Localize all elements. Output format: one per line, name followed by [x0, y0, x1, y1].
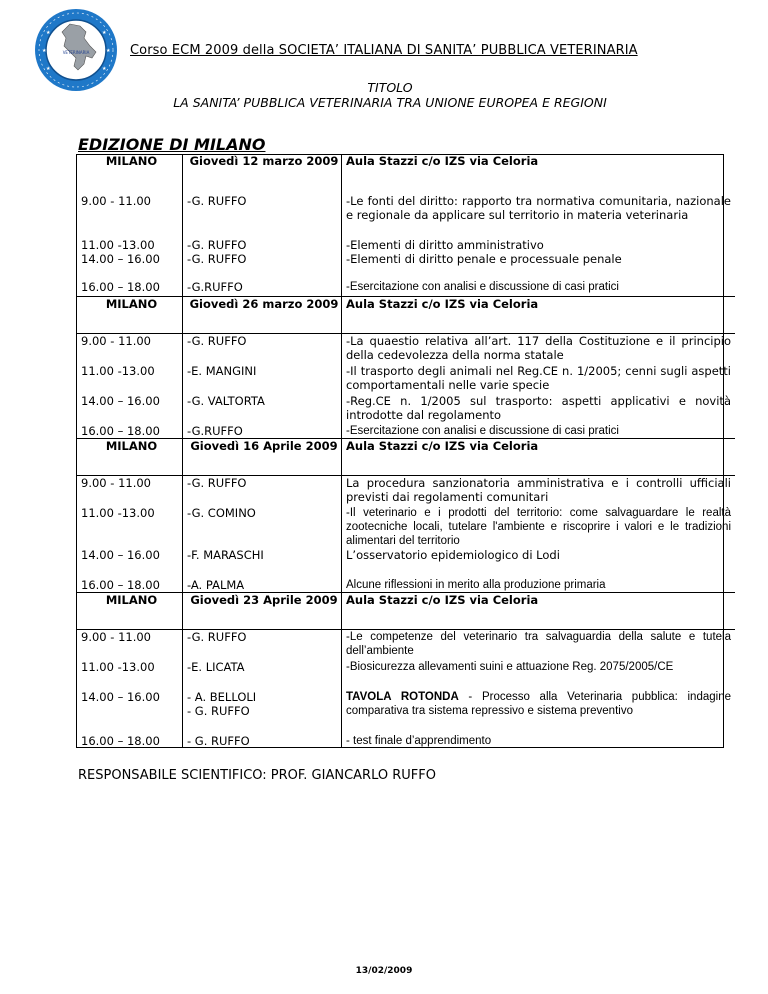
time-cell: 11.00 -13.00 — [81, 506, 155, 520]
table-row — [76, 280, 735, 297]
svg-text:VETERINARIA: VETERINARIA — [62, 50, 90, 55]
topic-cell: -Il veterinario e i prodotti del territorio: come salvaguardare le realtà zootecniche locali, tutelare l'ambiente e riscoprire i valori e le tradizioni alimentari del territorio — [342, 506, 736, 548]
speaker-cell: - A. BELLOLI - G. RUFFO — [183, 690, 342, 734]
time-cell: 16.00 – 18.00 — [81, 734, 160, 748]
topic-cell: Alcune riflessioni in merito alla produzione primaria — [342, 578, 736, 593]
svg-text:★: ★ — [46, 30, 51, 36]
svg-text:★: ★ — [42, 48, 47, 54]
topic-cell: -Le competenze del veterinario tra salvaguardia della salute e tutela dell’ambiente — [342, 630, 736, 661]
session-city: MILANO — [105, 297, 158, 311]
time-cell: 16.00 – 18.00 — [76, 280, 183, 297]
table-row — [76, 734, 735, 748]
speaker-cell: -G. RUFFO — [183, 334, 342, 365]
speaker-cell: -F. MARASCHI — [183, 548, 342, 578]
topic-cell: La procedura sanzionatoria amministrativa e i controlli ufficiali previsti dai regolamenti comunitari — [342, 476, 736, 507]
edition-heading: EDIZIONE DI MILANO — [78, 135, 266, 154]
speaker-cell: -G. RUFFO — [183, 238, 342, 252]
session-venue: Aula Stazzi c/o IZS via Celoria — [342, 439, 736, 476]
session-venue: Aula Stazzi c/o IZS via Celoria — [342, 297, 736, 334]
speaker-cell: -A. PALMA — [183, 578, 342, 593]
speaker-cell: - G. RUFFO — [183, 734, 342, 748]
session-city: MILANO — [105, 439, 158, 453]
topic-cell — [342, 690, 736, 734]
time-cell: 11.00 -13.00 — [81, 364, 155, 378]
table-row — [76, 424, 735, 439]
title-block — [90, 80, 690, 110]
svg-text:★: ★ — [46, 66, 51, 72]
table-row — [76, 394, 735, 424]
speaker-cell: -G. RUFFO — [183, 252, 342, 280]
time-cell: 11.00 -13.00 — [81, 660, 155, 674]
session-venue: Aula Stazzi c/o IZS via Celoria — [342, 593, 736, 630]
time-cell: 11.00 -13.00 — [81, 238, 155, 252]
topic-cell: -Elementi di diritto penale e processuale penale — [342, 252, 736, 280]
session-header — [76, 154, 735, 194]
speaker-cell: -G.RUFFO — [183, 280, 342, 297]
topic-cell: -Biosicurezza allevamenti suini e attuazione Reg. 2075/2005/CE — [342, 660, 736, 690]
session-header — [76, 593, 735, 630]
session-header — [76, 439, 735, 476]
topic-cell: L’osservatorio epidemiologico di Lodi — [342, 548, 736, 578]
time-cell: 14.00 – 16.00 — [81, 690, 160, 704]
footer-date: 13/02/2009 — [355, 966, 413, 976]
table-row — [76, 238, 735, 252]
time-cell: 14.00 – 16.00 — [81, 548, 160, 562]
topic-cell: -Il trasporto degli animali nel Reg.CE n. 1/2005; cenni sugli aspetti comportamentali nelle varie specie — [342, 364, 736, 394]
course-title: Corso ECM 2009 della SOCIETA’ ITALIANA DI SANITA’ PUBBLICA VETERINARIA — [130, 43, 638, 58]
session-header — [76, 297, 735, 334]
table-row — [76, 660, 735, 690]
table-row — [76, 506, 735, 548]
speaker-cell: -G. RUFFO — [183, 476, 342, 507]
svg-text:★: ★ — [102, 30, 107, 36]
time-cell: 9.00 - 11.00 — [76, 334, 183, 365]
topic-cell: -Esercitazione con analisi e discussione di casi pratici — [342, 424, 736, 439]
table-row — [76, 252, 735, 280]
time-cell: 9.00 - 11.00 — [76, 476, 183, 507]
time-cell: 9.00 - 11.00 — [76, 630, 183, 661]
scientific-responsible: RESPONSABILE SCIENTIFICO: PROF. GIANCARLO RUFFO — [78, 768, 436, 783]
round-table-topic: - Processo alla Veterinaria pubblica: indagine comparativa tra sistema repressivo e sistema preventivo — [346, 691, 731, 717]
time-cell: 14.00 – 16.00 — [81, 394, 160, 408]
session-date: Giovedì 16 Aprile 2009 — [183, 439, 342, 476]
table-row — [76, 630, 735, 661]
time-cell: 16.00 – 18.00 — [76, 424, 183, 439]
session-city: MILANO — [105, 593, 158, 607]
svg-text:★: ★ — [106, 48, 111, 54]
table-row — [76, 334, 735, 365]
session-city: MILANO — [105, 154, 158, 168]
table-row — [76, 194, 735, 238]
session-venue: Aula Stazzi c/o IZS via Celoria — [342, 154, 736, 194]
time-cell: 16.00 – 18.00 — [76, 578, 183, 593]
speaker-cell: -E. LICATA — [183, 660, 342, 690]
svg-text:★: ★ — [102, 66, 107, 72]
table-row — [76, 690, 735, 734]
main-title: LA SANITA’ PUBBLICA VETERINARIA TRA UNIONE EUROPEA E REGIONI — [173, 95, 607, 110]
session-date: Giovedì 23 Aprile 2009 — [183, 593, 342, 630]
round-table-label: TAVOLA ROTONDA — [346, 691, 459, 703]
table-row — [76, 548, 735, 578]
topic-cell: -Reg.CE n. 1/2005 sul trasporto: aspetti applicativi e novità introdotte dal regolamento — [342, 394, 736, 424]
table-row — [76, 578, 735, 593]
speaker-cell: -G. VALTORTA — [183, 394, 342, 424]
speaker-cell: -G.RUFFO — [183, 424, 342, 439]
titolo-label: TITOLO — [367, 80, 413, 95]
schedule-table — [76, 154, 735, 748]
topic-cell: -Elementi di diritto amministrativo — [342, 238, 736, 252]
speaker-cell: -E. MANGINI — [183, 364, 342, 394]
time-cell: 14.00 – 16.00 — [81, 252, 160, 266]
topic-cell: -Le fonti del diritto: rapporto tra normativa comunitaria, nazionale e regionale da applicare sul territorio in materia veterinaria — [342, 194, 736, 238]
speaker-cell: -G. RUFFO — [183, 194, 342, 238]
topic-cell: - test finale d’apprendimento — [342, 734, 736, 748]
speaker-cell: -G. RUFFO — [183, 630, 342, 661]
table-row — [76, 364, 735, 394]
speaker-cell: -G. COMINO — [183, 506, 342, 548]
session-date: Giovedì 26 marzo 2009 — [183, 297, 342, 334]
time-cell: 9.00 - 11.00 — [81, 194, 151, 208]
topic-cell: -La quaestio relativa all’art. 117 della Costituzione e il principio della cedevolezza della norma statale — [342, 334, 736, 365]
session-date: Giovedì 12 marzo 2009 — [183, 154, 342, 194]
topic-cell: -Esercitazione con analisi e discussione di casi pratici — [342, 280, 736, 297]
table-row — [76, 476, 735, 507]
